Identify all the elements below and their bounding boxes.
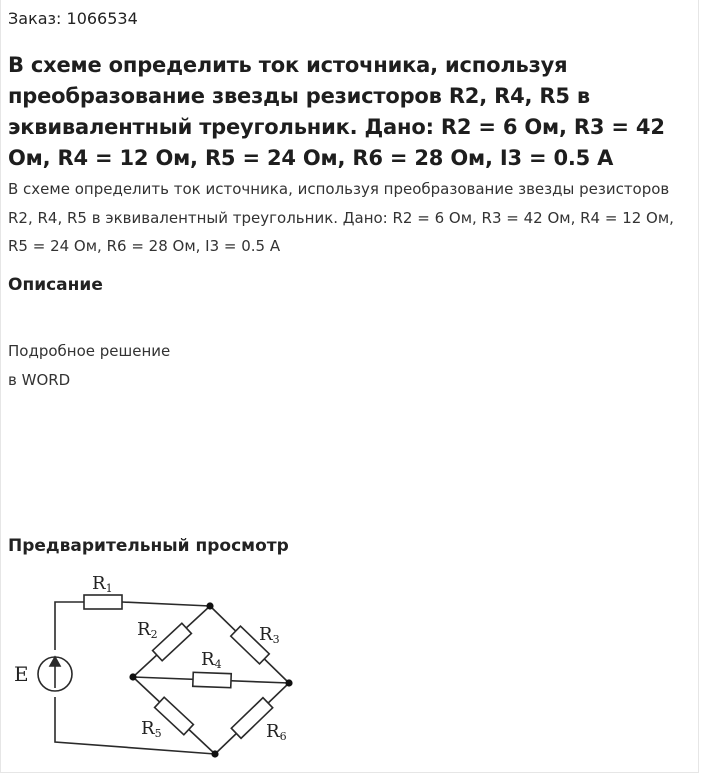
resistor-r1: [84, 595, 122, 609]
label-r1-main: R: [92, 573, 106, 594]
description-heading: Описание: [8, 275, 103, 295]
label-r3: [259, 624, 280, 646]
order-number: Заказ: 1066534: [8, 9, 138, 28]
label-r6-sub: 6: [279, 730, 287, 743]
preview-heading: Предварительный просмотр: [8, 536, 289, 556]
label-r6: [266, 721, 287, 743]
node-bottom: [211, 750, 218, 757]
label-r6-main: R: [266, 721, 280, 742]
label-r2: [137, 619, 158, 641]
label-r3-main: R: [259, 624, 273, 645]
label-r5: [141, 718, 162, 740]
label-r5-sub: 5: [154, 727, 162, 740]
label-r4-main: R: [201, 649, 215, 670]
task-text: В схеме определить ток источника, используя преобразование звезды резисторов R2, R4, R5 в эквивалентный треугольник. Дано: R2 = 6 Ом, R3 = 42 Ом, R4 = 12 Ом, R5 = 24 Ом, R6 = 28 Ом, I3 = 0.5 А: [8, 180, 674, 255]
label-r1-sub: 1: [105, 582, 113, 595]
wire-left-top: [55, 602, 84, 650]
label-r3-sub: 3: [272, 633, 280, 646]
resistor-r2: [150, 623, 192, 661]
task-title: В схеме определить ток источника, используя преобразование звезды резисторов R2, R4, R5 в эквивалентный треугольник. Дано: R2 = 6 Ом, R3 = 42 Ом, R4 = 12 Ом, R5 = 24 Ом, R6 = 28 Ом, I3 = 0.5 А: [8, 53, 665, 170]
label-r1: [92, 573, 113, 595]
description-body: [8, 337, 170, 395]
resistor-r4: [193, 672, 231, 687]
label-r4: [201, 649, 222, 671]
voltage-source: [38, 657, 72, 691]
node-right: [285, 679, 292, 686]
label-r2-main: R: [137, 619, 151, 640]
label-r2-sub: 2: [150, 628, 158, 641]
description-line: в WORD: [8, 371, 71, 389]
wire-r1-to-top-node: [122, 602, 210, 606]
label-r5-main: R: [141, 718, 155, 739]
label-e: E: [14, 662, 29, 686]
description-line: Подробное решение: [8, 342, 171, 360]
node-top: [206, 602, 213, 609]
label-r4-sub: 4: [214, 658, 222, 671]
node-left: [129, 673, 136, 680]
circuit-diagram: [0, 562, 320, 772]
